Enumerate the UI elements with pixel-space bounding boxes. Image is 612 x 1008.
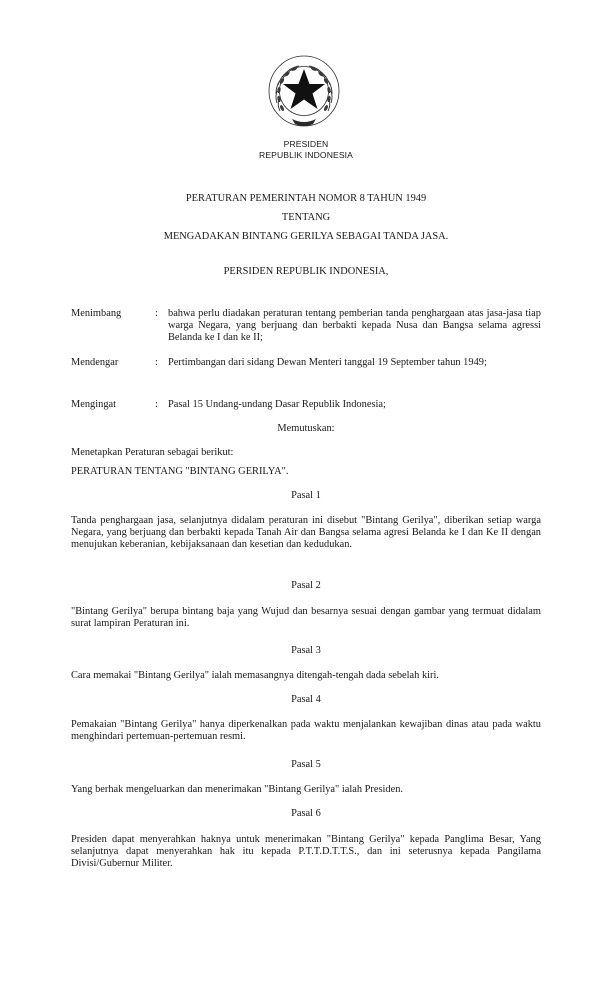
emblem-svg (266, 53, 342, 129)
menetapkan-line1: Menetapkan Peraturan sebagai berikut: (71, 447, 234, 458)
title-line3: MENGADAKAN BINTANG GERILYA SEBAGAI TANDA JASA. (163, 231, 449, 242)
article-text-2: "Bintang Gerilya" berupa bintang baja yang Wujud dan besarnya sesuai dengan gambar yang termuat didalam surat lampiran Peraturan ini. (71, 606, 541, 630)
letterhead-line2: REPUBLIK INDONESIA (259, 150, 353, 160)
title-line1: PERATURAN PEMERINTAH NOMOR 8 TAHUN 1949 (185, 193, 427, 204)
consideration-text: Pasal 15 Undang-undang Dasar Republik Indonesia; (168, 399, 386, 410)
article-text-3: Cara memakai "Bintang Gerilya" ialah memasangnya ditengah-tengah dada sebelah kiri. (71, 670, 439, 681)
presidential-emblem-icon (266, 53, 342, 129)
consideration-colon: : (155, 399, 158, 410)
authority-heading: PERSIDEN REPUBLIK INDONESIA, (223, 266, 389, 277)
article-heading-6: Pasal 6 (291, 808, 321, 819)
consideration-text: Pertimbangan dari sidang Dewan Menteri tanggal 19 September tahun 1949; (168, 357, 487, 368)
decision-heading: Memutuskan: (277, 423, 335, 434)
article-heading-5: Pasal 5 (291, 759, 321, 770)
consideration-label: Menimbang (71, 308, 122, 319)
consideration-colon: : (155, 308, 158, 319)
article-heading-1: Pasal 1 (291, 490, 321, 501)
title-line2: TENTANG (281, 212, 331, 223)
consideration-label: Mengingat (71, 399, 117, 410)
article-text-5: Yang berhak mengeluarkan dan menerimakan "Bintang Gerilya" ialah Presiden. (71, 784, 404, 795)
article-heading-4: Pasal 4 (291, 694, 321, 705)
article-heading-2: Pasal 2 (291, 580, 321, 591)
menetapkan-line2: PERATURAN TENTANG "BINTANG GERILYA". (71, 466, 289, 477)
consideration-colon: : (155, 357, 158, 368)
article-text-4: Pemakaian "Bintang Gerilya" hanya diperkenalkan pada waktu menjalankan kewajiban dinas atau pada waktu menghindari pertemuan-pertemuan resmi. (71, 719, 541, 743)
letterhead (0, 139, 612, 161)
article-text-1: Tanda penghargaan jasa, selanjutnya didalam peraturan ini disebut "Bintang Gerilya", diberikan setiap warga Negara, yang berjuang dan berbakti kepada Tanah Air dan Bangsa selama agresi Belanda ke I dan Ke II dengan menujukan keberanian, kebijaksanaan dan kesetian dan kedudukan. (71, 515, 541, 551)
letterhead-line1: PRESIDEN (283, 139, 329, 149)
consideration-label: Mendengar (71, 357, 119, 368)
article-text-6: Presiden dapat menyerahkan haknya untuk menerimakan "Bintang Gerilya" kepada Panglima Besar, Yang selanjutnya dapat menyerahkan hak itu kepada P.T.T.D.T.T.S., dan ini seterusnya kepada Pangilama Divisi/Gubernur Militer. (71, 834, 541, 870)
article-heading-3: Pasal 3 (291, 645, 321, 656)
consideration-text: bahwa perlu diadakan peraturan tentang pemberian tanda penghargaan atas jasa-jasa tiap warga Negara, yang berjuang dan berbakti kepada Nusa dan Bangsa selama agressi Belanda ke I dan ke II; (168, 308, 541, 344)
